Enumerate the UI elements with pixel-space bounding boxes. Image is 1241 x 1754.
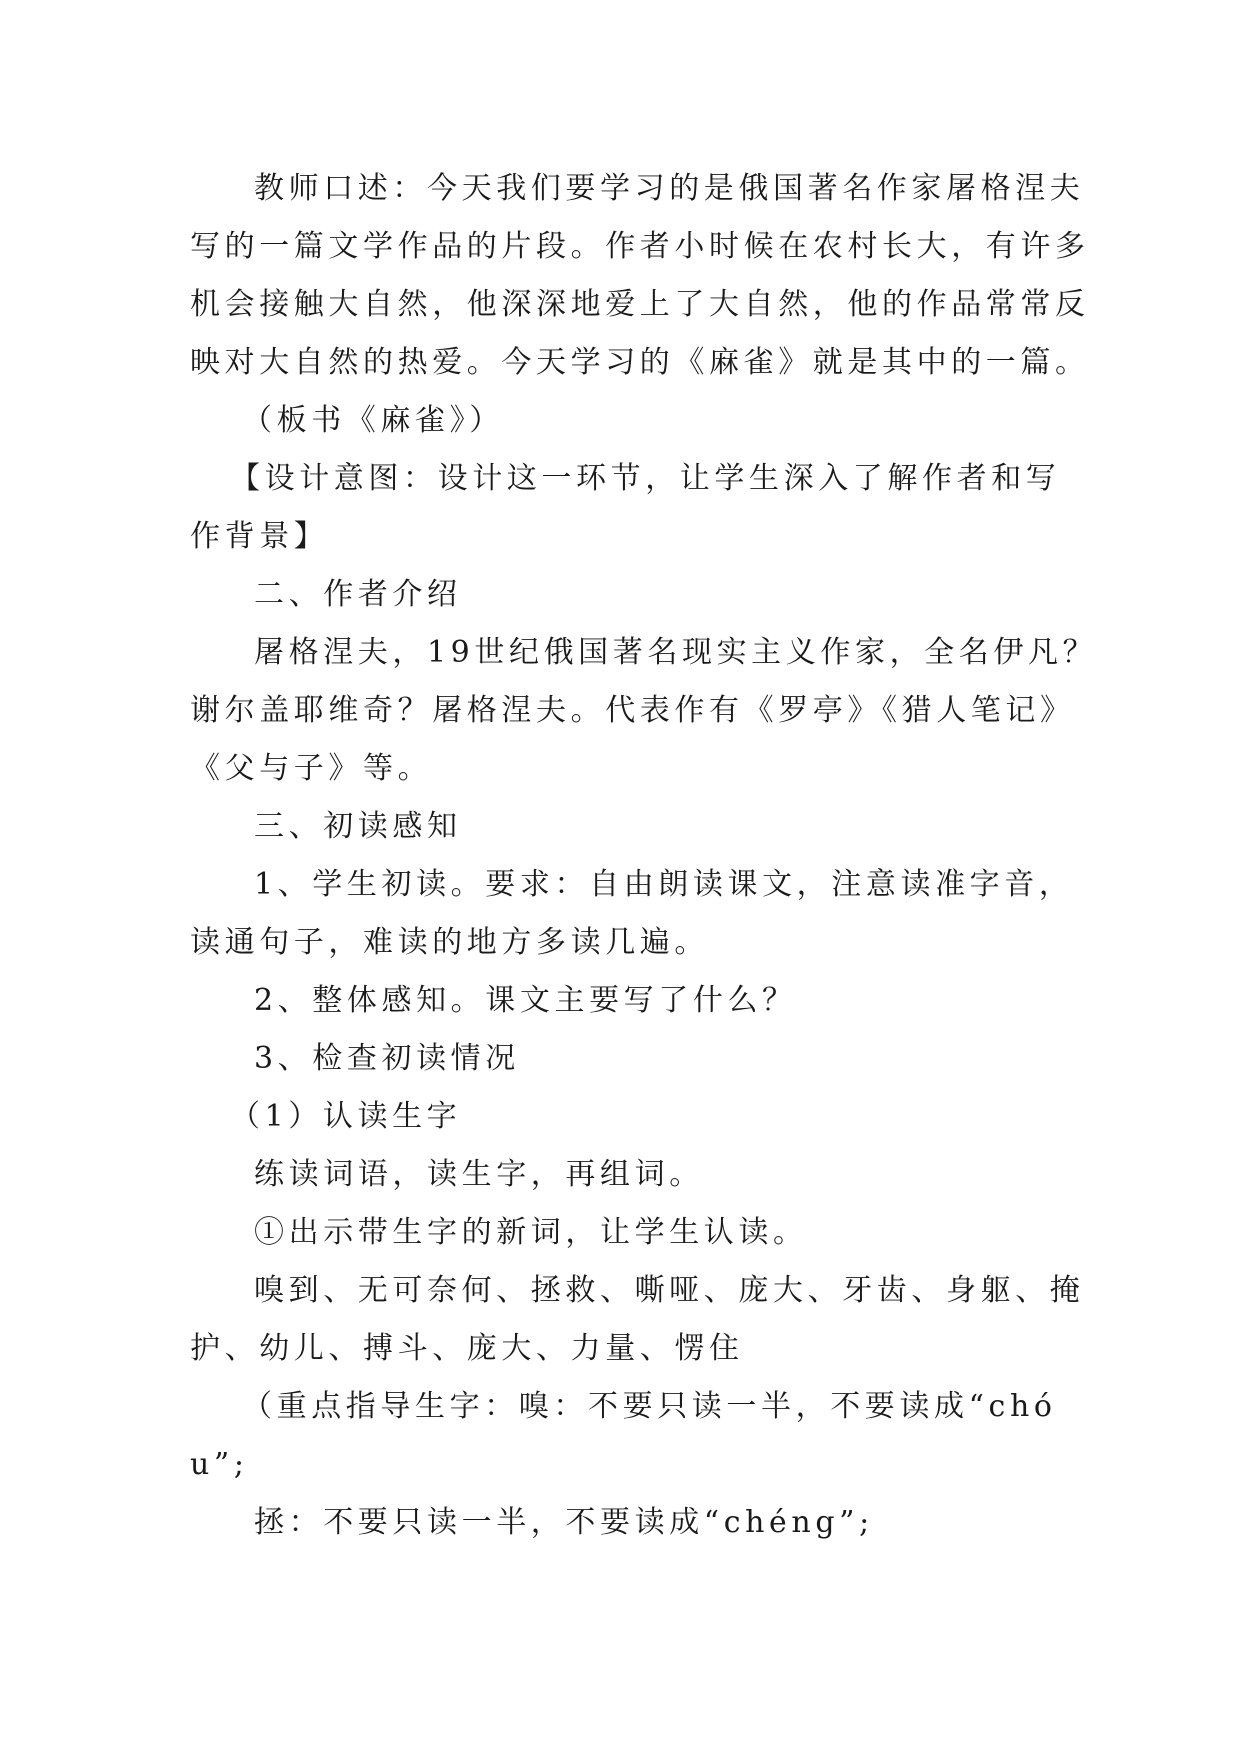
paragraph-line: 教师口述：今天我们要学习的是俄国著名作家屠格涅夫 xyxy=(254,171,1085,206)
paragraph-line: 3、检查初读情况 xyxy=(254,1041,520,1076)
paragraph-line: 1、学生初读。要求：自由朗读课文，注意读准字音， xyxy=(254,867,1074,902)
paragraph-line: 映对大自然的热爱。今天学习的《麻雀》就是其中的一篇。 xyxy=(190,345,1090,380)
section-heading: 三、初读感知 xyxy=(254,809,462,844)
paragraph-line: ①出示带生字的新词，让学生认读。 xyxy=(254,1215,808,1250)
paragraph-line: 写的一篇文学作品的片段。作者小时候在农村长大，有许多 xyxy=(190,229,1090,264)
paragraph-line: 护、幼儿、搏斗、庞大、力量、愣住 xyxy=(190,1331,744,1366)
paragraph-line: 2、整体感知。课文主要写了什么？ xyxy=(254,983,797,1018)
paragraph-line: 屠格涅夫，19世纪俄国著名现实主义作家，全名伊凡？ xyxy=(254,635,1098,670)
paragraph-line: 嗅到、无可奈何、拯救、嘶哑、庞大、牙齿、身躯、掩 xyxy=(254,1273,1085,1308)
paragraph-line: 作背景】 xyxy=(190,519,329,554)
paragraph-line: 练读词语，读生字，再组词。 xyxy=(254,1157,704,1192)
document-body xyxy=(190,160,1098,1552)
paragraph-line: （板书《麻雀》） xyxy=(242,403,504,438)
paragraph-line: 《父与子》等。 xyxy=(190,751,433,786)
section-heading: 二、作者介绍 xyxy=(254,577,462,612)
paragraph-line: 【设计意图：设计这一环节，让学生深入了解作者和写 xyxy=(230,461,1061,496)
paragraph-line: 机会接触大自然，他深深地爱上了大自然，他的作品常常反 xyxy=(190,287,1090,322)
paragraph-line: 谢尔盖耶维奇？屠格涅夫。代表作有《罗亭》《猎人笔记》 xyxy=(190,693,1075,728)
paragraph-line: （1）认读生字 xyxy=(230,1099,462,1134)
paragraph-line: 读通句子，难读的地方多读几遍。 xyxy=(190,925,709,960)
paragraph-line: （重点指导生字：嗅：不要只读一半，不要读成“chó xyxy=(242,1389,1057,1424)
paragraph-line: u”; xyxy=(190,1447,249,1482)
paragraph-line: 拯：不要只读一半，不要读成“chéng”; xyxy=(254,1505,874,1540)
